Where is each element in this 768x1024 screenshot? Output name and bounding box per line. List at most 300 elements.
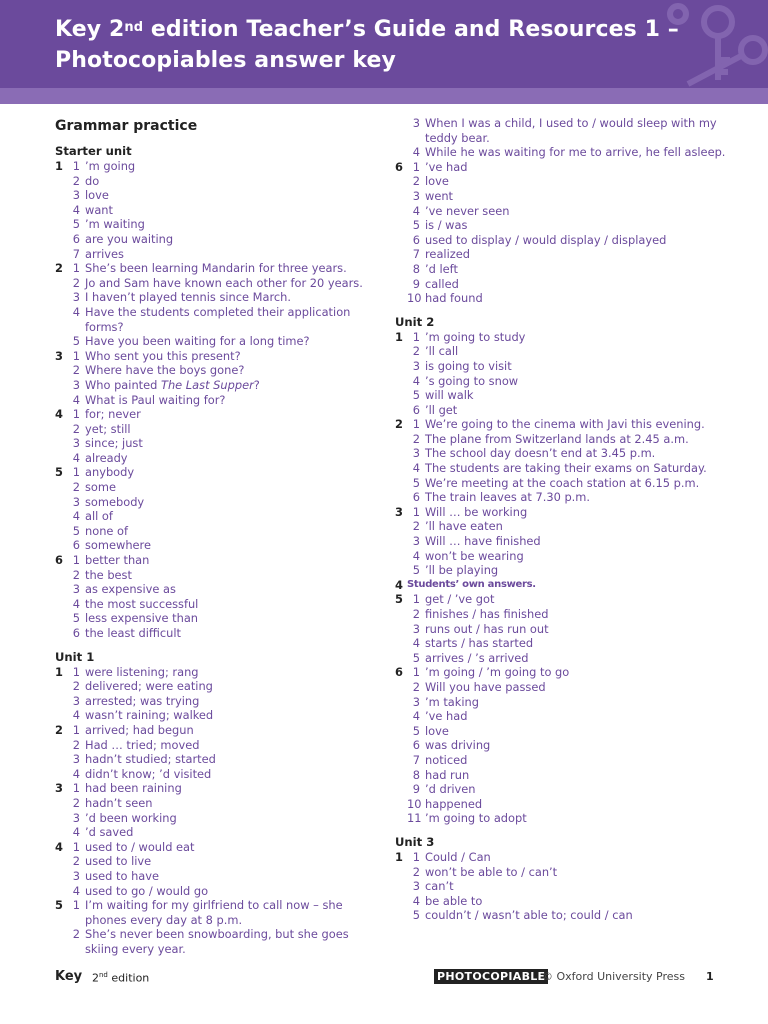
item-number: 5 [412,218,420,233]
item-number: 1 [412,159,420,174]
item-number: 3 [412,879,420,894]
item-number: 3 [72,868,80,883]
answer-line [395,768,735,783]
question-number [55,767,67,782]
answer-text: somewhere [85,538,151,553]
item-number: 4 [72,509,80,524]
answer-text: I’m waiting for my girlfriend to call now – she phones every day at 8 p.m. [85,898,343,927]
right-column [395,116,735,923]
item-number: 9 [412,276,420,291]
item-number: 4 [412,145,420,160]
answer-line [55,781,385,796]
footer-key: Key [55,969,83,984]
answer-line [395,622,735,637]
question-number [55,480,67,495]
answer-line [55,363,385,378]
footer-edition: 2nd edition [92,971,150,985]
answer-text: ’d left [425,261,458,276]
item-number: 3 [72,693,80,708]
answer-text: Where have the boys gone? [85,363,245,378]
answer-line [395,665,735,680]
question-block [395,417,735,505]
answer-text: We’re going to the cinema with Javi this evening. [425,417,705,432]
answer-text: is going to visit [425,358,512,373]
answer-line [55,597,385,612]
question-number [395,403,407,418]
answer-line [55,582,385,597]
question-number [395,865,407,880]
answer-line [395,519,735,534]
answer-line [395,174,735,189]
question-number [395,908,407,923]
answer-text: ’d saved [85,825,134,840]
answer-text: Will … have finished [425,534,541,549]
answer-text: get / ’ve got [425,592,495,607]
answer-text: are you waiting [85,231,174,246]
item-number: 3 [412,621,420,636]
item-number: 7 [72,246,80,261]
question-number [55,927,67,956]
item-number: 1 [72,261,80,276]
answer-line [395,116,735,145]
question-number [55,869,67,884]
answer-line [395,797,735,812]
question-number [395,519,407,534]
answer-line [395,233,735,248]
answer-text: all of [85,509,113,524]
answer-text: noticed [425,752,468,767]
answer-line [395,374,735,389]
answer-line [55,407,385,422]
answer-text: ’ll have eaten [425,519,503,534]
item-number: 2 [72,173,80,188]
question-number [55,393,67,408]
question-number: 3 [55,781,63,796]
item-number: 2 [412,864,420,879]
item-number: 5 [412,650,420,665]
question-number [395,695,407,710]
item-number: 4 [72,825,80,840]
question-number [55,232,67,247]
question-number [55,305,67,334]
answer-text: delivered; were eating [85,679,213,694]
answer-text: Who sent you this present? [85,348,241,363]
answer-text: The school day doesn’t end at 3.45 p.m. [425,446,656,461]
answer-line [395,534,735,549]
question-number [55,188,67,203]
answer-text: ’m waiting [85,217,145,232]
question-number [55,334,67,349]
item-number: 1 [412,592,420,607]
item-number: 2 [412,431,420,446]
unit-title: Starter unit [55,144,132,158]
answer-line [55,927,385,956]
answer-text: had run [425,767,470,782]
item-number: 7 [412,752,420,767]
question-block [55,781,385,839]
question-number [55,290,67,305]
item-number: 4 [412,203,420,218]
page-footer [0,966,768,990]
answer-text: be able to [425,893,483,908]
question-number [55,247,67,262]
question-number: 1 [55,664,63,679]
item-number: 6 [72,626,80,640]
question-number: 4 [55,407,63,422]
item-number: 3 [72,377,80,392]
answer-line [55,188,385,203]
item-number: 6 [72,538,80,553]
question-number [395,622,407,637]
question-number [395,607,407,622]
answer-text: ’ve had [425,159,468,174]
answer-line [395,811,735,826]
answer-text: Who painted The Last Supper? [85,377,260,392]
item-number: 3 [412,534,420,549]
answer-text: had found [425,291,483,306]
answer-text: realized [425,247,470,262]
question-number [395,432,407,447]
item-number: 3 [412,446,420,461]
answer-line [395,505,735,520]
answer-line [395,724,735,739]
item-number: 8 [412,767,420,782]
answer-line [55,626,385,641]
question-block [55,898,385,956]
left-column [55,116,385,956]
item-number: 1 [412,849,420,864]
question-number: 5 [395,592,403,607]
question-number [395,204,407,219]
answer-line [395,359,735,374]
question-block [55,840,385,898]
item-number: 2 [72,275,80,290]
item-number: 4 [72,202,80,217]
answer-line [395,908,735,923]
question-number [55,694,67,709]
item-number: 4 [72,596,80,611]
page-title: Key 2nd edition Teacher’s Guide and Resources 1 – Photocopiables answer key [55,17,679,73]
question-number [55,495,67,510]
answer-text: couldn’t / wasn’t able to; could / can [425,908,633,923]
question-block [395,665,735,826]
answer-line [395,476,735,491]
item-number: 2 [72,421,80,436]
item-number: 2 [72,567,80,582]
answer-text: Jo and Sam have known each other for 20 years. [85,275,363,290]
answer-text: is / was [425,218,468,233]
answer-text: as expensive as [85,582,176,597]
answer-text: the best [85,567,132,582]
item-number: 2 [72,737,80,752]
item-number: 1 [412,417,420,432]
question-number: 5 [55,898,63,913]
answer-line [55,232,385,247]
item-number: 4 [72,883,80,898]
question-number [395,534,407,549]
answer-line [55,738,385,753]
item-number: 2 [412,607,420,621]
item-number: 2 [72,480,80,495]
question-number [395,189,407,204]
answer-line [395,160,735,175]
question-number [395,291,407,306]
answer-text: ’d driven [425,782,476,797]
answer-line [55,825,385,840]
item-number: 4 [412,548,420,563]
question-number [395,218,407,233]
answer-text: love [425,723,449,738]
publisher-credit: © Oxford University Press [542,970,686,983]
continued-question-block [395,116,735,160]
answer-text: runs out / has run out [425,621,549,636]
question-block [395,330,735,418]
answer-text: ’ll call [425,344,459,359]
question-number [395,446,407,461]
item-number: 6 [72,231,80,246]
answer-text: She’s been learning Mandarin for three years. [85,261,347,276]
item-number: 1 [412,504,420,519]
item-number: 6 [412,490,420,505]
answer-line [55,767,385,782]
question-number [55,509,67,524]
item-number: 4 [72,708,80,723]
answer-text: ’ve never seen [425,203,510,218]
item-number: 5 [72,611,80,626]
item-number: 1 [72,159,80,173]
answer-line [395,262,735,277]
answer-line [55,723,385,738]
item-number: 2 [72,795,80,810]
answer-text: happened [425,796,483,811]
answer-text: ’ll be playing [425,563,499,578]
answer-line [395,894,735,909]
answer-line [395,680,735,695]
item-number: 2 [72,679,80,694]
item-number: 8 [412,261,420,276]
answer-text: was driving [425,738,491,753]
answer-text: better than [85,553,150,568]
answer-text: didn’t know; ’d visited [85,766,212,781]
question-block [55,553,385,641]
answer-text: the most successful [85,596,199,611]
answer-line [395,578,735,593]
answer-line [395,189,735,204]
item-number: 3 [72,752,80,767]
question-number [395,174,407,189]
item-number: 2 [412,519,420,534]
answer-line [55,378,385,393]
item-number: 1 [412,665,420,680]
answer-line [55,203,385,218]
question-block [395,505,735,578]
item-number: 3 [412,694,420,709]
answer-text: ’d been working [85,810,177,825]
answer-line [55,480,385,495]
question-number [55,422,67,437]
item-number: 1 [412,329,420,344]
own-answers-note: Students’ own answers. [407,578,536,590]
question-number: 6 [395,665,403,680]
item-number: 2 [412,174,420,189]
answer-line [55,665,385,680]
answer-text: arrives [85,246,124,261]
answer-text: Will you have passed [425,679,546,694]
question-number [55,796,67,811]
answer-line [55,568,385,583]
answer-text: We’re meeting at the coach station at 6.15 p.m. [425,475,700,490]
answer-line [395,291,735,306]
answer-line [395,446,735,461]
question-number: 3 [395,504,403,519]
item-number: 4 [412,709,420,724]
answer-text: love [425,174,449,189]
answer-text: What is Paul waiting for? [85,392,226,407]
answer-line [55,334,385,349]
question-number [395,709,407,724]
answer-line [55,495,385,510]
question-number [395,549,407,564]
item-number: 5 [412,908,420,923]
answer-line [395,695,735,710]
answer-text: hadn’t studied; started [85,752,216,767]
header-banner [0,0,768,100]
question-number [395,233,407,248]
answer-text: won’t be wearing [425,548,524,563]
question-number [395,811,407,826]
question-number [55,524,67,539]
answer-line [55,611,385,626]
question-number [55,854,67,869]
item-number: 1 [72,465,80,480]
answer-text: won’t be able to / can’t [425,864,558,879]
question-number [55,378,67,393]
question-number [55,752,67,767]
item-number: 5 [72,523,80,538]
question-number [395,724,407,739]
question-number [55,203,67,218]
question-number: 1 [55,159,63,173]
question-number [395,563,407,578]
answer-text: used to display / would display / displayed [425,232,667,247]
question-number [55,708,67,723]
question-number [55,538,67,553]
question-number [395,374,407,389]
item-number: 1 [72,898,80,913]
answer-line [395,432,735,447]
item-number: 3 [412,188,420,203]
question-number [395,738,407,753]
question-number [395,476,407,491]
question-number [395,753,407,768]
answer-line [55,261,385,276]
question-block [55,349,385,407]
item-number: 5 [72,334,80,349]
answer-text: ’s going to snow [425,373,519,388]
answer-text: were listening; rang [85,664,199,679]
item-number: 3 [72,188,80,203]
question-number [55,597,67,612]
answer-text: arrived; had begun [85,722,194,737]
answer-line [55,436,385,451]
answer-text: since; just [85,436,143,451]
question-block [395,578,735,593]
answer-line [55,465,385,480]
answer-line [395,607,735,622]
question-number [395,247,407,262]
item-number: 5 [412,723,420,738]
answer-line [55,174,385,189]
question-number [55,436,67,451]
answer-text: had been raining [85,781,182,796]
answer-text: anybody [85,465,135,480]
item-number: 2 [412,344,420,359]
question-number [55,611,67,626]
question-number [55,626,67,641]
item-number: 1 [72,407,80,422]
question-number [55,568,67,583]
question-number [395,461,407,476]
answer-line [395,204,735,219]
answer-text: Could / Can [425,849,491,864]
item-number: 1 [72,839,80,854]
question-number: 2 [55,261,63,276]
question-number [395,388,407,403]
answer-text: none of [85,523,129,538]
item-number: 4 [72,304,80,319]
answer-line [55,290,385,305]
answer-text: the least difficult [85,626,182,640]
answer-line [55,679,385,694]
answer-text: ’m going to study [425,329,526,344]
answer-line [395,850,735,865]
question-number [395,768,407,783]
answer-line [395,461,735,476]
answer-text: yet; still [85,421,131,436]
answer-line [55,796,385,811]
answer-text: used to live [85,854,152,869]
question-number [395,359,407,374]
answer-text: ’m taking [425,694,479,709]
question-number [395,797,407,812]
answer-text: love [85,188,109,203]
answer-line [55,869,385,884]
item-number: 10 [407,796,422,811]
answer-line [395,417,735,432]
question-number: 1 [395,329,403,344]
answer-line [395,592,735,607]
item-number: 1 [72,781,80,796]
answer-text: ’m going / ’m going to go [425,665,570,680]
answer-line [395,277,735,292]
answer-line [55,840,385,855]
question-number: 4 [395,577,403,592]
item-number: 4 [412,373,420,388]
question-block [395,592,735,665]
answer-line [55,393,385,408]
question-number [55,217,67,232]
item-number: 5 [72,217,80,232]
question-number [55,679,67,694]
answer-line [55,854,385,869]
answer-line [395,709,735,724]
answer-line [55,694,385,709]
item-number: 3 [72,290,80,305]
answer-text: While he was waiting for me to arrive, he fell asleep. [425,145,726,160]
answer-text: Have the students completed their application forms? [85,304,351,334]
question-number [395,651,407,666]
question-number: 2 [55,722,63,737]
